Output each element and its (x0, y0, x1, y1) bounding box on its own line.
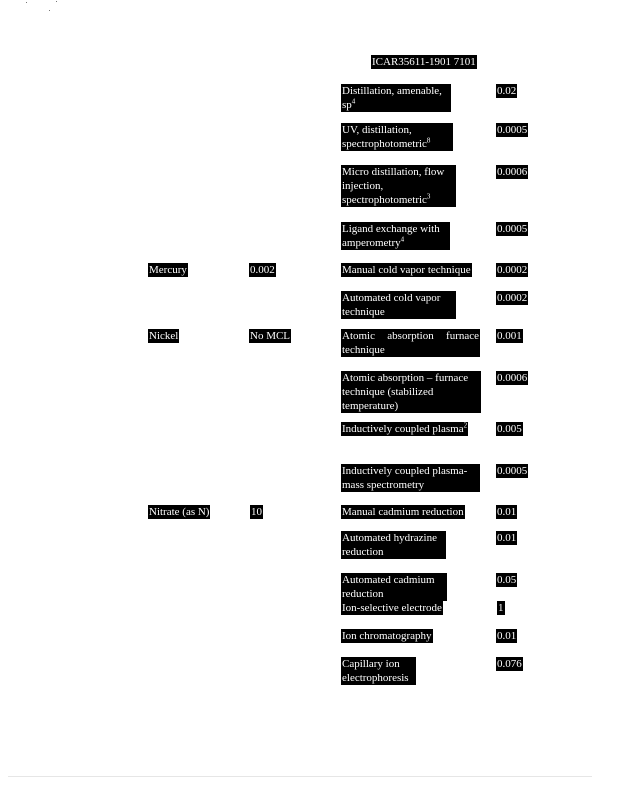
method-cell: Automated cadmium reduction (341, 573, 447, 601)
contaminant-cell: Nitrate (as N) (149, 506, 210, 518)
method-cell: Inductively coupled plasma-mass spectrometry (341, 464, 480, 492)
method-cell: Micro distillation, flow injection, spectrophotometric$^3$ (341, 165, 456, 207)
mdl-cell: 0.0002 (497, 292, 528, 304)
mdl-cell: 0.01 (497, 506, 517, 518)
method-cell: Ion-selective electrode (342, 602, 442, 614)
method-cell: Ligand exchange with amperometry$^4$ (341, 222, 450, 250)
mcl-cell: 10 (251, 506, 262, 518)
method-cell: Distillation, amenable, $sp^4$ (341, 84, 451, 112)
mdl-cell: 0.005 (497, 423, 522, 435)
mdl-cell: 0.076 (497, 658, 522, 670)
document-id: ICAR35611-1901 7101 (372, 56, 476, 68)
scan-speck (26, 2, 27, 3)
contaminant-cell: Nickel (149, 330, 179, 342)
method-cell: Automated cold vapor technique (341, 291, 456, 319)
mdl-cell: 0.02 (497, 85, 517, 97)
mdl-cell: 0.0005 (497, 124, 528, 136)
method-cell: Manual cold vapor technique (342, 264, 471, 276)
method-cell: Inductively coupled plasma$^2$ (342, 421, 468, 435)
mdl-cell: 0.0005 (497, 465, 528, 477)
method-cell: Ion chromatography (342, 630, 432, 642)
method-cell: Atomic absorption furnace technique (342, 330, 479, 356)
method-cell: Atomic absorption – furnace technique (stabilized temperature) (341, 371, 481, 413)
mdl-cell: 0.05 (497, 574, 517, 586)
mdl-cell: 0.0002 (497, 264, 528, 276)
mcl-cell: 0.002 (250, 264, 275, 276)
mdl-cell: 0.0005 (497, 223, 528, 235)
mdl-cell: 0.01 (497, 630, 517, 642)
mdl-cell: 1 (498, 602, 504, 614)
contaminant-cell: Mercury (149, 264, 187, 276)
mdl-cell: 0.0006 (497, 166, 528, 178)
page-bottom-rule (8, 776, 592, 777)
method-cell: Manual cadmium reduction (342, 506, 464, 518)
method-cell: Capillary ion electrophoresis (341, 657, 416, 685)
mdl-cell: 0.01 (497, 532, 517, 544)
scan-speck (49, 10, 50, 11)
mdl-cell: 0.001 (497, 330, 522, 342)
method-cell: Automated hydrazine reduction (341, 531, 446, 559)
method-cell: UV, distillation, spectrophotometric$^8$ (341, 123, 453, 151)
scan-speck (56, 1, 57, 2)
mcl-cell: No MCL (250, 330, 291, 342)
mdl-cell: 0.0006 (497, 372, 528, 384)
